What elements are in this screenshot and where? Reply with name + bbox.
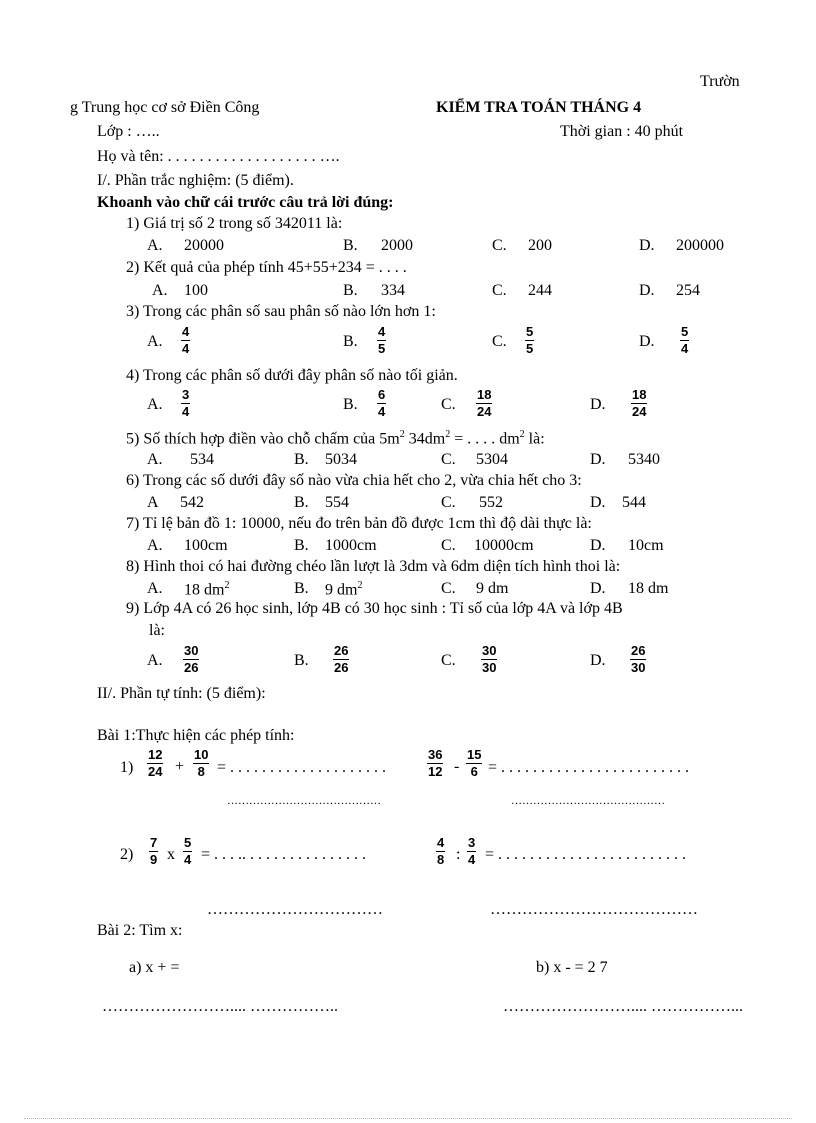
fraction-numerator: 18 — [477, 387, 492, 402]
q8-option-d-value: 18 dm — [628, 580, 669, 597]
question-1-text: 1) Giá trị số 2 trong số 342011 là: — [126, 215, 343, 232]
q8-option-a-letter: A. — [147, 580, 163, 597]
fraction-numerator: 10 — [194, 747, 209, 762]
part2-title: II/. Phần tự tính: (5 điểm): — [97, 685, 266, 702]
q1-option-d-letter: D. — [639, 237, 655, 254]
question-3-text: 3) Trong các phân số sau phân số nào lớn hơn 1: — [126, 303, 436, 320]
fraction-denominator: 4 — [378, 403, 386, 419]
fraction-numerator: 5 — [526, 324, 534, 339]
fraction-numerator: 5 — [184, 835, 192, 850]
q8-b-text: 9 dm — [325, 581, 358, 599]
q5-text-mid2: = . . . . dm — [450, 430, 520, 448]
q8-b-sup: 2 — [357, 580, 363, 591]
bai1-row2-label: 2) — [120, 846, 134, 863]
q2-option-c-value: 244 — [528, 282, 552, 299]
fraction-numerator: 4 — [378, 324, 386, 339]
q8-option-c-letter: C. — [441, 580, 456, 597]
fraction-denominator: 26 — [184, 659, 199, 675]
fraction-numerator: 5 — [681, 324, 689, 339]
q7-option-c-letter: C. — [441, 537, 456, 554]
q1-option-d-value: 200000 — [676, 237, 724, 254]
q3-option-d-letter: D. — [639, 333, 655, 350]
q9-option-b-letter: B. — [294, 652, 309, 669]
fraction-numerator: 4 — [182, 324, 190, 339]
q9-option-c-fraction — [481, 644, 497, 674]
bai2-dots-right: …………………….... ……………... — [503, 998, 743, 1015]
q8-a-sup: 2 — [224, 580, 230, 591]
q4-option-c-letter: C. — [441, 396, 456, 413]
fraction-denominator: 4 — [468, 851, 476, 867]
q5-option-a-letter: A. — [147, 451, 163, 468]
q7-option-b-value: 1000cm — [325, 537, 377, 554]
bai1-row1-dots-right: …………………………………… — [511, 795, 665, 807]
bai1-row1-answer1: = . . . . . . . . . . . . . . . . . . . . — [217, 759, 387, 776]
q4-option-d-letter: D. — [590, 396, 606, 413]
bai1-row2-dots-right: ………………………………… — [490, 901, 698, 918]
fraction-numerator: 26 — [631, 643, 646, 658]
fraction-denominator: 9 — [150, 851, 158, 867]
q6-option-c-letter: C. — [441, 494, 456, 511]
fraction-numerator: 18 — [632, 387, 647, 402]
question-9-text-continued: là: — [149, 622, 165, 639]
question-4-text: 4) Trong các phân số dưới đây phân số nào tối giản. — [126, 367, 458, 384]
q9-option-d-fraction — [630, 644, 646, 674]
q1-option-b-letter: B. — [343, 237, 358, 254]
bai1-row2-fraction2 — [183, 836, 192, 866]
fraction-numerator: 26 — [334, 643, 349, 658]
bai1-row2-fraction1 — [149, 836, 158, 866]
fraction-denominator: 24 — [148, 763, 163, 779]
fraction-denominator: 26 — [334, 659, 349, 675]
bai1-row2-dots-left: …………………………… — [207, 901, 383, 918]
q9-option-a-letter: A. — [147, 652, 163, 669]
q5-option-d-letter: D. — [590, 451, 606, 468]
bai1-row1-fraction1 — [147, 748, 163, 778]
q1-option-b-value: 2000 — [381, 237, 413, 254]
q5-option-d-value: 5340 — [628, 451, 660, 468]
q4-option-b-fraction — [377, 388, 386, 418]
exam-title: KIỂM TRA TOÁN THÁNG 4 — [436, 99, 642, 116]
fraction-denominator: 4 — [681, 340, 689, 356]
part1-instruction: Khoanh vào chữ cái trước câu trả lời đúng: — [97, 194, 394, 211]
page-bottom-border — [24, 1118, 792, 1119]
fraction-numerator: 12 — [148, 747, 163, 762]
fraction-denominator: 5 — [378, 340, 386, 356]
q5-sup1: 2 — [399, 429, 405, 440]
q1-option-a-value: 20000 — [184, 237, 224, 254]
bai2-title: Bài 2: Tìm x: — [97, 922, 183, 939]
fraction-numerator: 4 — [437, 835, 445, 850]
fraction-denominator: 4 — [182, 403, 190, 419]
q5-sup3: 2 — [519, 429, 525, 440]
bai1-row2-op2: : — [456, 846, 461, 863]
q6-option-a-letter: A — [147, 494, 159, 511]
q7-option-c-value: 10000cm — [474, 537, 534, 554]
q8-option-b-letter: B. — [294, 580, 309, 597]
fraction-denominator: 4 — [182, 340, 190, 356]
fraction-denominator: 30 — [482, 659, 497, 675]
fraction-denominator: 30 — [631, 659, 646, 675]
fraction-numerator: 7 — [150, 835, 158, 850]
q5-option-c-letter: C. — [441, 451, 456, 468]
q3-option-b-fraction — [377, 325, 386, 355]
q2-option-a-letter: A. — [152, 282, 168, 299]
q8-a-text: 18 dm — [184, 581, 225, 599]
q6-option-d-letter: D. — [590, 494, 606, 511]
q7-option-b-letter: B. — [294, 537, 309, 554]
question-6-text: 6) Trong các số dưới đây số nào vừa chia hết cho 2, vừa chia hết cho 3: — [126, 472, 582, 489]
bai1-row1-answer2: = . . . . . . . . . . . . . . . . . . . . . . . . — [488, 759, 690, 776]
q2-option-b-value: 334 — [381, 282, 405, 299]
bai1-row2-fraction4 — [467, 836, 476, 866]
q8-option-a-value — [184, 581, 229, 598]
question-5-text — [126, 430, 545, 447]
q5-option-b-letter: B. — [294, 451, 309, 468]
bai1-row2-answer2: = . . . . . . . . . . . . . . . . . . . . . . . . — [485, 846, 687, 863]
bai1-row1-dots-left: …………………………………… — [227, 795, 381, 807]
q5-text-post: là: — [524, 430, 545, 448]
q5-text-mid: 34dm — [404, 430, 446, 448]
fraction-denominator: 12 — [428, 763, 443, 779]
q5-sup2: 2 — [445, 429, 451, 440]
school-name-part1: Trườn — [700, 73, 740, 90]
name-label: Họ và tên: . . . . . . . . . . . . . . . . . . . …. — [97, 148, 340, 165]
q9-option-c-letter: C. — [441, 652, 456, 669]
q4-option-a-letter: A. — [147, 396, 163, 413]
q6-option-d-value: 544 — [622, 494, 646, 511]
q9-option-b-fraction — [333, 644, 349, 674]
bai2-dots-left: …………………….... …………….. — [102, 998, 338, 1015]
fraction-numerator: 30 — [482, 643, 497, 658]
q3-option-b-letter: B. — [343, 333, 358, 350]
q4-option-d-fraction — [631, 388, 647, 418]
q4-option-b-letter: B. — [343, 396, 358, 413]
q6-option-b-letter: B. — [294, 494, 309, 511]
school-name-part2: g Trung học cơ sở Điền Công — [70, 99, 260, 116]
fraction-denominator: 24 — [477, 403, 492, 419]
q5-option-b-value: 5034 — [325, 451, 357, 468]
bai1-row1-fraction4 — [466, 748, 482, 778]
bai1-row1-label: 1) — [120, 759, 134, 776]
fraction-numerator: 36 — [428, 747, 443, 762]
q3-option-a-fraction — [181, 325, 190, 355]
q9-option-a-fraction — [183, 644, 199, 674]
q8-option-d-letter: D. — [590, 580, 606, 597]
q3-option-d-fraction — [680, 325, 689, 355]
q2-option-b-letter: B. — [343, 282, 358, 299]
q1-option-c-value: 200 — [528, 237, 552, 254]
q6-option-b-value: 554 — [325, 494, 349, 511]
q7-option-a-letter: A. — [147, 537, 163, 554]
q7-option-d-letter: D. — [590, 537, 606, 554]
q7-option-d-value: 10cm — [628, 537, 664, 554]
q5-option-c-value: 5304 — [476, 451, 508, 468]
bai1-row1-fraction3 — [427, 748, 443, 778]
bai1-title: Bài 1:Thực hiện các phép tính: — [97, 727, 295, 744]
class-label: Lớp : ….. — [97, 123, 160, 140]
question-8-text: 8) Hình thoi có hai đường chéo lần lượt là 3dm và 6dm diện tích hình thoi là: — [126, 558, 621, 575]
q2-option-d-letter: D. — [639, 282, 655, 299]
bai1-row1-fraction2 — [193, 748, 209, 778]
q9-option-d-letter: D. — [590, 652, 606, 669]
q2-option-c-letter: C. — [492, 282, 507, 299]
bai1-row1-op2: - — [454, 758, 460, 775]
q2-option-d-value: 254 — [676, 282, 700, 299]
bai1-row1-op1: + — [175, 758, 185, 775]
fraction-denominator: 5 — [526, 340, 534, 356]
fraction-denominator: 6 — [470, 763, 478, 779]
part1-title: I/. Phần trắc nghiệm: (5 điểm). — [97, 172, 294, 189]
q4-option-c-fraction — [476, 388, 492, 418]
fraction-numerator: 30 — [184, 643, 199, 658]
q3-option-c-fraction — [525, 325, 534, 355]
bai1-row2-answer1: = . . . .. . . . . . . . . . . . . . . . — [201, 846, 367, 863]
bai2-part-a: a) x + = — [129, 959, 180, 976]
q7-option-a-value: 100cm — [184, 537, 228, 554]
fraction-denominator: 8 — [437, 851, 445, 867]
bai1-row2-op1: x — [167, 846, 175, 863]
q5-text-pre: 5) Số thích hợp điền vào chỗ chấm của 5m — [126, 430, 400, 448]
question-2-text: 2) Kết quả của phép tính 45+55+234 = . . . . — [126, 259, 407, 276]
q3-option-c-letter: C. — [492, 333, 507, 350]
fraction-numerator: 3 — [468, 835, 476, 850]
question-7-text: 7) Tỉ lệ bản đồ 1: 10000, nếu đo trên bản đồ được 1cm thì độ dài thực là: — [126, 515, 592, 532]
fraction-denominator: 8 — [197, 763, 205, 779]
question-9-text: 9) Lớp 4A có 26 học sinh, lớp 4B có 30 học sinh : Tỉ số của lớp 4A và lớp 4B — [126, 600, 623, 617]
q6-option-a-value: 542 — [180, 494, 204, 511]
fraction-numerator: 6 — [378, 387, 386, 402]
fraction-denominator: 24 — [632, 403, 647, 419]
q3-option-a-letter: A. — [147, 333, 163, 350]
q8-option-c-value: 9 dm — [476, 580, 509, 597]
q5-option-a-value: 534 — [190, 451, 214, 468]
q8-option-b-value — [325, 581, 362, 598]
q1-option-c-letter: C. — [492, 237, 507, 254]
fraction-denominator: 4 — [184, 851, 192, 867]
q2-option-a-value: 100 — [184, 282, 208, 299]
time-label: Thời gian : 40 phút — [560, 123, 684, 140]
fraction-numerator: 3 — [182, 387, 190, 402]
q6-option-c-value: 552 — [479, 494, 503, 511]
bai2-part-b: b) x - = 2 7 — [536, 959, 608, 976]
q4-option-a-fraction — [181, 388, 190, 418]
q1-option-a-letter: A. — [147, 237, 163, 254]
bai1-row2-fraction3 — [436, 836, 445, 866]
fraction-numerator: 15 — [467, 747, 482, 762]
